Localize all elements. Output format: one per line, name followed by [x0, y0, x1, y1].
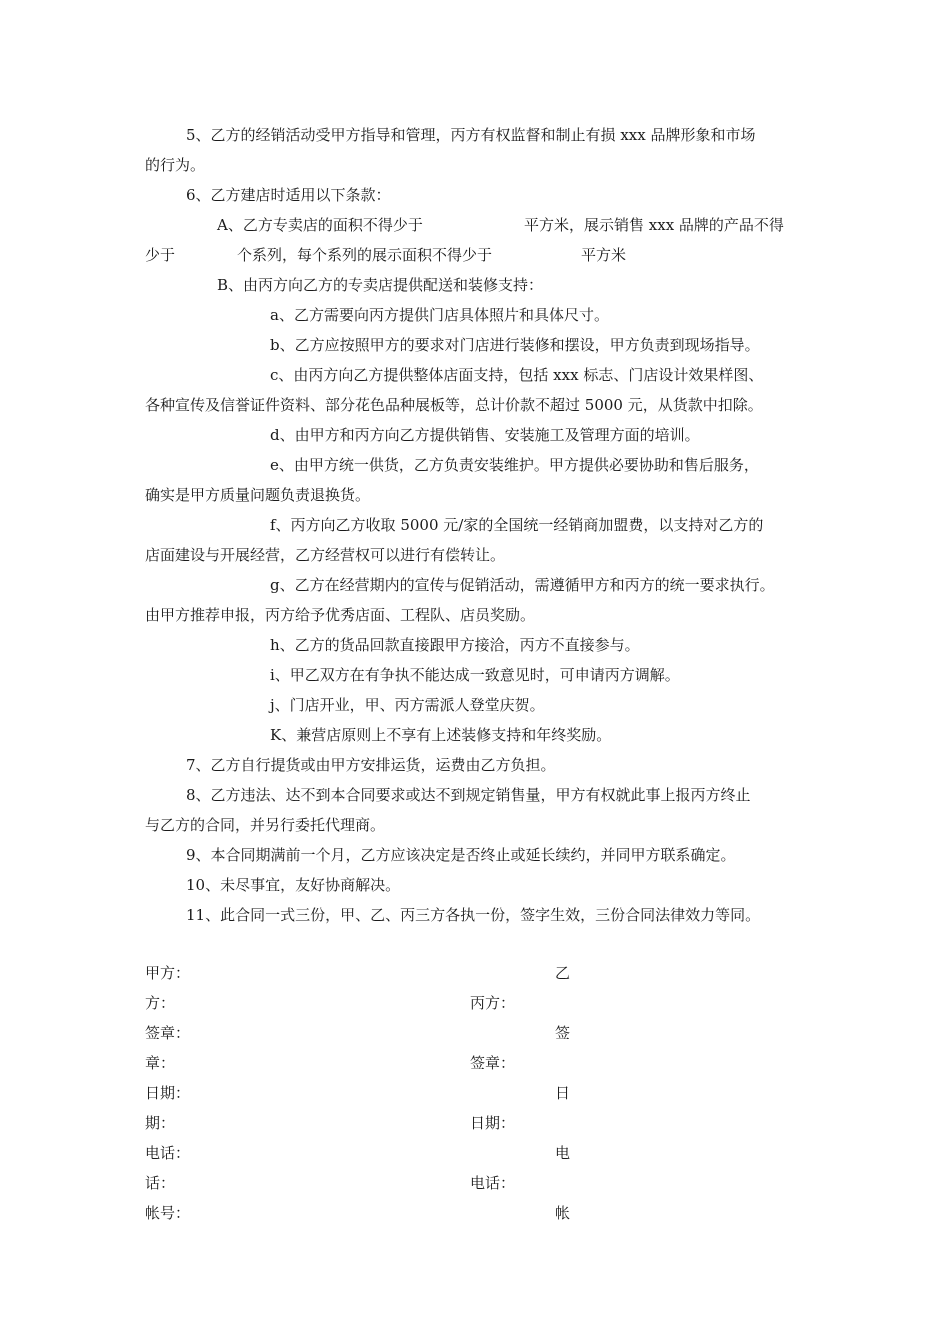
- clause-8-line-1: 8、乙方违法、达不到本合同要求或达不到规定销售量，甲方有权就此事上报丙方终止: [186, 786, 751, 804]
- clause-6a-part-4: 个系列，每个系列的展示面积不得少于: [237, 246, 493, 264]
- party-b-seal-label-start: 签: [555, 1024, 571, 1042]
- party-c-date-label: 日期：: [470, 1114, 516, 1132]
- party-b-phone-label-start: 电: [555, 1144, 571, 1162]
- item-e-line-2: 确实是甲方质量问题负责退换货。: [145, 486, 371, 504]
- item-c-line-2: 各种宣传及信誉证件资料、部分花色品种展板等，总计价款不超过 5000 元，从货款中扣除。: [145, 396, 763, 414]
- clause-6: 6、乙方建店时适用以下条款：: [186, 186, 391, 204]
- party-b-label-start: 乙: [555, 964, 571, 982]
- clause-6b: B、由丙方向乙方的专卖店提供配送和装修支持：: [217, 276, 544, 294]
- party-b-date-label-start: 日: [555, 1084, 571, 1102]
- item-g-line-2: 由甲方推荐申报，丙方给予优秀店面、工程队、店员奖励。: [145, 606, 536, 624]
- item-h: h、乙方的货品回款直接跟甲方接洽，丙方不直接参与。: [270, 636, 640, 654]
- party-a-account-label: 帐号：: [145, 1204, 191, 1222]
- item-g-line-1: g、乙方在经营期内的宣传与促销活动，需遵循甲方和丙方的统一要求执行。: [270, 576, 775, 594]
- item-f-line-2: 店面建设与开展经营，乙方经营权可以进行有偿转让。: [145, 546, 506, 564]
- party-a-label: 甲方：: [145, 964, 191, 982]
- item-c-line-1: c、由丙方向乙方提供整体店面支持，包括 xxx 标志、门店设计效果样图、: [270, 366, 764, 384]
- party-a-seal-label: 签章：: [145, 1024, 191, 1042]
- party-b-seal-label-end: 章：: [145, 1054, 176, 1072]
- item-a: a、乙方需要向丙方提供门店具体照片和具体尺寸。: [270, 306, 609, 324]
- item-d: d、由甲方和丙方向乙方提供销售、安装施工及管理方面的培训。: [270, 426, 700, 444]
- item-k: K、兼营店原则上不享有上述装修支持和年终奖励。: [270, 726, 612, 744]
- item-i: i、甲乙双方在有争执不能达成一致意见时，可申请丙方调解。: [270, 666, 680, 684]
- item-e-line-1: e、由甲方统一供货，乙方负责安装维护。甲方提供必要协助和售后服务，: [270, 456, 759, 474]
- clause-8-line-2: 与乙方的合同，并另行委托代理商。: [145, 816, 386, 834]
- clause-10: 10、未尽事宜，友好协商解决。: [186, 876, 401, 894]
- clause-6a-part-1: A、乙方专卖店的面积不得少于: [217, 216, 423, 234]
- clause-7: 7、乙方自行提货或由甲方安排运货，运费由乙方负担。: [186, 756, 556, 774]
- party-a-phone-label: 电话：: [145, 1144, 191, 1162]
- item-j: j、门店开业，甲、丙方需派人登堂庆贺。: [270, 696, 545, 714]
- clause-5-line-1: 5、乙方的经销活动受甲方指导和管理，丙方有权监督和制止有损 xxx 品牌形象和市场: [186, 126, 756, 144]
- clause-11: 11、此合同一式三份，甲、乙、丙三方各执一份，签字生效，三份合同法律效力等同。: [186, 906, 761, 924]
- clause-9: 9、本合同期满前一个月，乙方应该决定是否终止或延长续约，并同甲方联系确定。: [186, 846, 736, 864]
- clause-6a-part-3: 少于: [145, 246, 176, 264]
- item-f-line-1: f、丙方向乙方收取 5000 元/家的全国统一经销商加盟费，以支持对乙方的: [270, 516, 764, 534]
- clause-5-line-2: 的行为。: [145, 156, 206, 174]
- party-b-label-end: 方：: [145, 994, 176, 1012]
- party-b-phone-label-end: 话：: [145, 1174, 176, 1192]
- party-c-seal-label: 签章：: [470, 1054, 516, 1072]
- party-b-account-label-start: 帐: [555, 1204, 571, 1222]
- party-c-phone-label: 电话：: [470, 1174, 516, 1192]
- item-b: b、乙方应按照甲方的要求对门店进行装修和摆设，甲方负责到现场指导。: [270, 336, 760, 354]
- clause-6a-part-2: 平方米，展示销售 xxx 品牌的产品不得: [524, 216, 784, 234]
- clause-6a-part-5: 平方米: [581, 246, 627, 264]
- party-c-label: 丙方：: [470, 994, 516, 1012]
- party-a-date-label: 日期：: [145, 1084, 191, 1102]
- party-b-date-label-end: 期：: [145, 1114, 176, 1132]
